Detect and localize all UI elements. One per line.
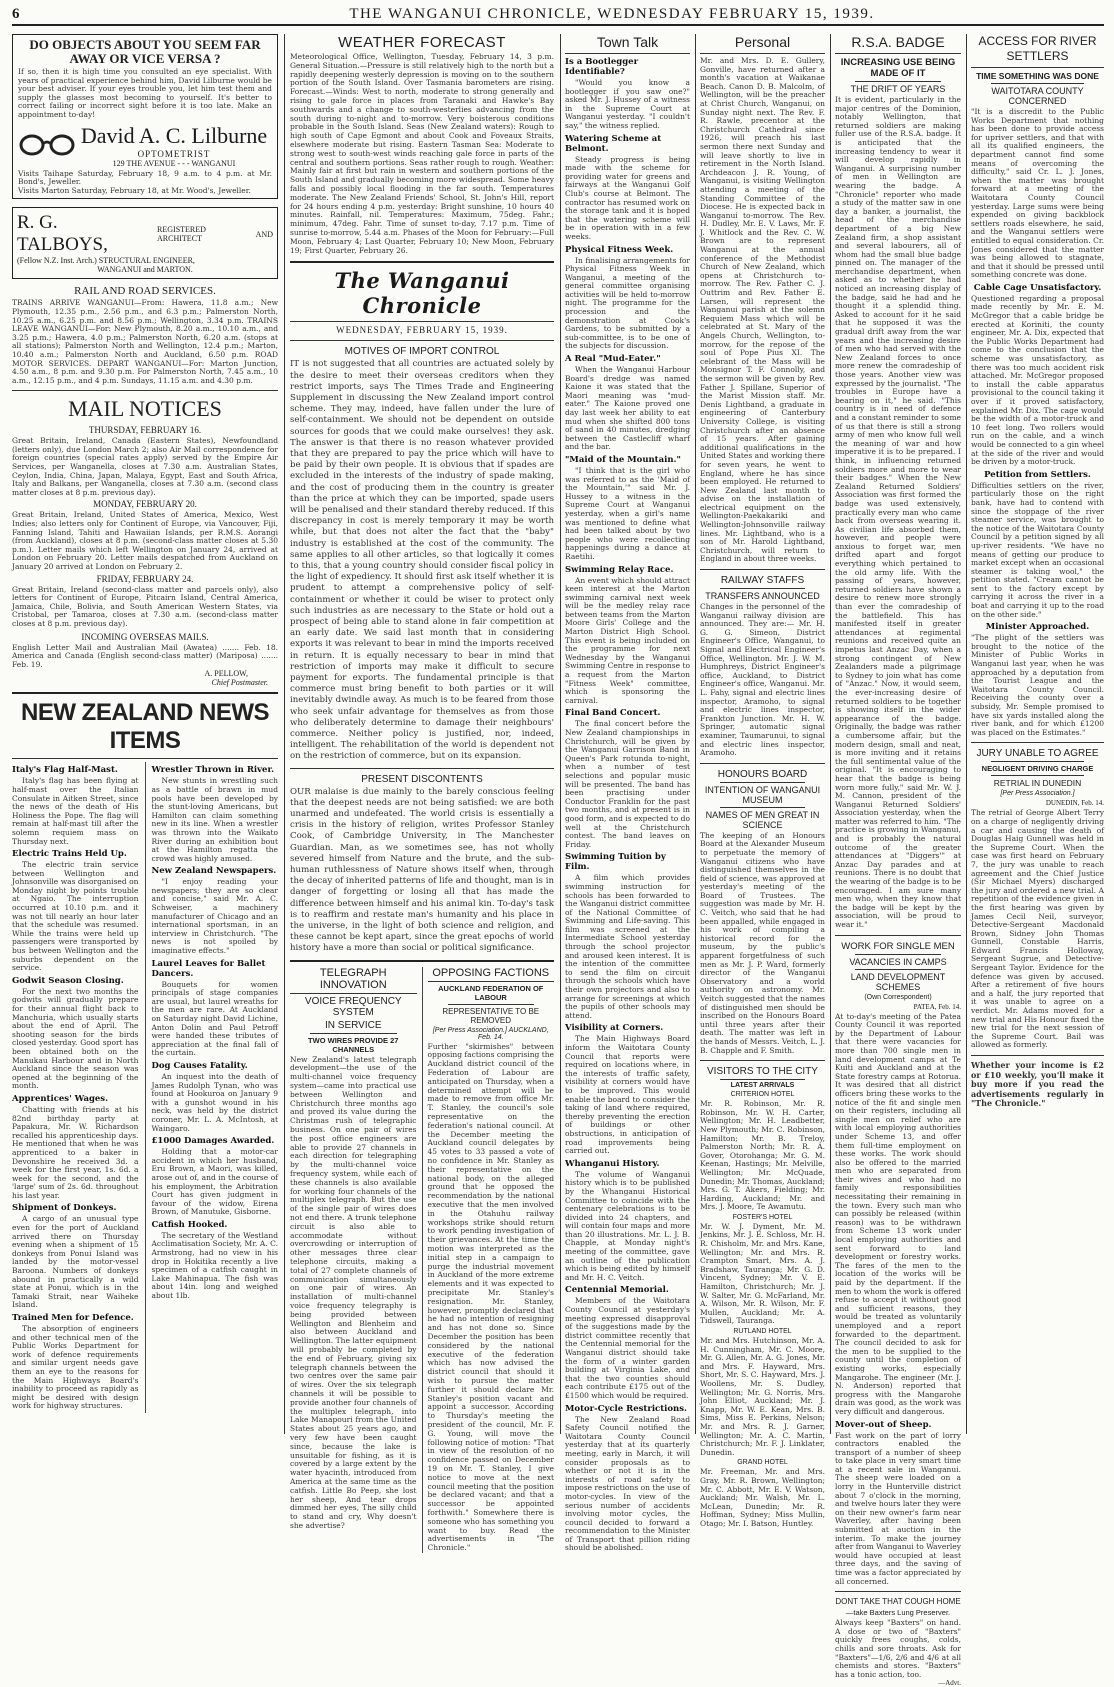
factions-sub-1: AUCKLAND FEDERATION OF LABOUR [438,983,544,1002]
grand-heading: GRAND HOTEL [737,1459,788,1467]
mail-day-1: THURSDAY, FEBRUARY 16. [88,425,202,436]
ad-headline: DO OBJECTS ABOUT YOU SEEM FAR [29,37,261,52]
item-body: The volume of Wanganui history which is to be published by the Whanganui Historical Committee to coincide with the centenary celebrations is to be divided into 24 chapters, and will contain four maps and more than 20 illustrations. Mr. L. J. B. Chapple, at Monday night's meeting of the committee, gave an outline of the publication which is being edited by himself and Mr. H. C. Veitch. [565,1169,690,1282]
foster-heading: FOSTER'S HOTEL [732,1213,793,1221]
weather-heading: WEATHER FORECAST [338,34,506,51]
access-body: "It is a discredit to the Public Works Department that nothing has been done to provide access for upriver settlers, and that with all its qualified engineers, the department cannot find some means of overcoming the difficulty," said Cr. L. J. Jones, when the matter was brought forward at a meeting of the Waitotara County Council yesterday. Large sums were being expended on giving backblock settlers roads elsewhere, he said, and the Wanganui settlers were entitled to equal consideration. Cr. Jones considered that the matter was being allowed to stagnate, and that it should be pressed until something concrete was done. [971,107,1104,280]
item-body: Members of the Waitotara County Council at yesterday's meeting expressed disapproval of the suggestions made by the district committee recently that the Centennial memorial for the Wanganui district should take the form of a winter garden building at Virginia Lake, and that the two counties should each contribute £175 out of the £1500 which would be required. [565,1296,690,1400]
honours-sub-1: INTENTION OF WANGANUI MUSEUM [704,784,821,805]
item-heading: Italy's Flag Half-Mast. [12,765,118,776]
telegraph-body: New Zealand's latest telegraph development—the use of the multi-channel voice frequency system—came into practical use between Wellington and Christchurch three months ago and proved its value during the Christmas rush of telegraphic business. On one pair of wires the post office engineers are able to provide 27 channels in each direction for telegraphing by the multi-channel voice frequency system, while each of these channels is also available for working four channels of the multiplex telegraph. But the use of the single pair of wires does not end there. A trunk telephone circuit is also able to accommodate without overcrowding or interruption of other messages three clear telephone circuits, making a total of 27 complete channels of communication simultaneously on one pair of wires. An installation of multi-channel voice frequency telegraphy is being provided between Wellington and Blenheim and also between Auckland and Wellington. The latter equipment will probably be completed by the end of February, giving six telegraph channels between the two centres over the same pair of wires. Over the six telegraph channels it will be possible to provide another four channels of the multiplex telegraph, into Lake Manapouri from the United States about 25 years ago, and very few have been caught since, because the lake is unsuitable for fishing, as it is covered by a large extent by the water hyacinth, introduced from America at the same time as the catfish. Little Bo Peep, she lost her sheep, And tear drops dimmed her eyes, The silly child to stand and cry, Why doesn't she advertise? [290,1054,417,1530]
criterion-body: Mr. R. Robinson, Mr. R. Robinson, Mr. W. H. Carter, Wellington; Mr. H. Leadbetter, New Plymouth; Mr. C. Robinson, Hamilton; Mr. B. Treloy, Palmerston North; Mr. R. A. Gover, Otorohanga; Mr. G. M. Keenan, Hastings; Mr. Melville, Wellington; Mr. McQuade, Dunedin; Mr. Thomas, Auckland; Mrs. G. T. Akers, Fielding; Mr. Harding, Auckland; Mr. and Mrs. J. Moore, Te Awamutu. [700,1099,825,1212]
ad-visits-taihape: Visits Taihape Saturday, February 18, 9 a.m. to 4 p.m. at Mr. Bond's, Jeweller. [18,168,272,187]
work-sub-3: (Own Correspondent) [864,993,932,1001]
column-rule [560,34,561,1434]
item-heading: Shipment of Donkeys. [12,1203,117,1214]
nz-news-right [152,762,279,1413]
jury-dateline: DUNEDIN, Feb. 14. [1045,799,1104,808]
ad-visits-marton: Visits Marton Saturday, February 18, at Mr. Wood's, Jeweller. [18,185,251,195]
column-rule [695,34,696,1434]
mail-day-2: MONDAY, FEBRUARY 20. [93,499,197,510]
column-5 [835,34,961,1687]
editorial-1-body: IT is not suggested that all countries are actuated solely by the desire to meet their overseas creditors when they restrict imports, says The Times Trade and Engineering Supplement in discussing the New Zealand import control scheme. They may, indeed, have fallen under the lure of self-containment. We should not be dependent on outside sources for goods that we could make ourselves! they ask. The answer is that there is no reason whatever provided that they are prepared to pay the price which will have to be paid by their own people. It is obvious that if spades are excluded in the interests of the industry of spade making, and the cost of producing them in the country is greater than the price at which they can be imported, spade users will be penalised and their standard thereby reduced. If this discrepancy in cost is merely temporary it may be worth while, but that does not alter the fact that the "baby" industry is established at the cost of the community. The same applies to all other articles, so that logically it comes to this, that a young country should consider fiscal policy in the light of expediency. It should first ask itself whether it is prudent to attempt a comprehensive policy of self-containment or whether it could be wiser to protect only such industries as are necessary to the State or hold out a prospect of being able to stand alone in fair competition at an early date. We said last month that in considering exports it was relevant to bear in mind the imports received in return. It is equally necessary to bear in mind that restriction of imports may make it difficult to secure payment for exports. The fundamental principle is that commerce must bring benefit to both parties or it will inevitably dwindle away. As much is to be feared from those who seek unfair advantage for themselves as from those who deliberately determine to damage their neighbours' commerce. Neither policy is justified, nor, indeed, intelligent. The rehabilitation of the world is dependent not on the restriction of commerce, but on its expansion. [290,359,554,762]
item-body: Chatting with friends at his 82nd birthday party at Papakura, Mr. W. Richardson recalled his apprenticeship days. He mentioned that when he was apprenticed to a baker in Devonshire he received 3d. a week for the first year, 1s. 6d. a week for the second, and the 'large' sum of 2s. 6d. throughout his last year. [12,1104,139,1200]
factions-body: Further "skirmishes" between opposing factions comprising the Auckland district council of the Federation of Labour are anticipated on Thursday, when a determined attempt will be made to remove from office Mr. T. Stanley, the council's sole representative on the federation's national council. At the December meeting the Auckland council delegates by 45 votes to 33 passed a vote of no confidence in Mr. Stanley as their representative on the national body, on the alleged ground that he opposed the recommendation by the national executive that the men involved in the Otahuhu railway workshops strike should return to work pending investigation of their grievances. At the time the motion was interpreted as the initial step in a campaign to purge the industrial movement in Auckland of the more extreme elements and it was expected to precipitate Mr. Stanley's resignation. Mr. Stanley, however, promptly declared that he had no intention of resigning and has not done so. Since December the position has been considered by the national executive of the federation which has now advised the district council that should it wish to pursue the matter further it should declare Mr. Stanley's position vacant and appoint a successor. According to Thursday's meeting the president of the council, Mr. F. G. Young, will move the following notice of motion: "That in view of the resolution of no confidence passed on December 19 on Mr. T. Stanley, I give notice to move at the next council meeting that the position be declared vacant; and that a successor be appointed forthwith." Somewhere there is someone who has something you want to buy. Read the advertisements in "The Chronicle." [427,1041,554,1553]
item-body: New stunts in wrestling such as a battle of brawn in mud pools have been developed by the stunt-loving Americans, but Hamilton can claim something new in its line. When a wrestler was thrown into the Waikato River during an exhibition bout at the Hamilton regatta the crowd was highly amused. [151,776,278,863]
talboys-advertisement [12,207,278,279]
minister-heading: Minister Approached. [985,622,1090,633]
page-number: 6 [12,6,20,22]
jury-sub-2: RETRIAL IN DUNEDIN [993,778,1082,789]
masthead-title: THE WANGANUI CHRONICLE, WEDNESDAY FEBRUARY 15, 1939. [349,6,875,22]
work-body: At to-day's meeting of the Patea County Council it was reported by the Department of Labour that there were vacancies for more than 700 single men in land development camps at Te Kuiti and Auckland and at the State forestry camps at Rotorua. It was desired that all district officers bring these works to the notice of the fit and single men on their registers, including all single men on relief who are with local employing authorities under Scheme 13, and offer them full-time employment on these works. The work should also be offered to the married men who are separated from their wives and who had no family responsibilities necessitating their remaining in the town. Every such man who can possibly be released (within reason) was to be withdrawn from Scheme 13 work under local employing authorities and sent forward to land development or forestry works. The fares of the men to the location of the works will be paid by the department. If the men to whom the work is offered refuse to accept it without good and sufficient reasons, they would be treated as voluntarily unemployed and a report forwarded to the department. The council decided to ask for the men to be supplied to the county until the completion of existing works, especially Mangarohe. The engineer (Mr. J. N. Anderson) reported that progress with the Mangarohe drain was good, as the work was very difficult and dangerous. [835,1011,961,1416]
petition-body: Difficulties settlers on the river, particularly those on the right bank, have had to contend with since the stoppage of the river steamer service, was brought to the notice of the Waitotara County Council by a petition signed by all up-river residents. "We have no means of getting our produce to market except when an occasional steamer is taking wool," the petition stated. "Cream cannot be sent to the factory except by carrying it across the river in a boat and carrying it up to the road on the other side." [971,480,1104,619]
optometrist-name: David A. C. Lilburne [80,122,268,148]
item-body: Holding that a motor-car accident in which her husband, Eru Brown, a Maori, was killed, arose out of, and in the course of his employment, the Arbitration Court has given judgment in favour of the widow, Eirena Brown, of Manutuke, Gisborne. [151,1147,278,1217]
factions-sub-3: [Per Press Association.] AUCKLAND, Feb. 14. [432,1026,549,1041]
ad-headline-2: AWAY OR VICE VERSA ? [69,51,221,66]
column-6 [971,34,1104,1434]
jury-heading: JURY UNABLE TO AGREE [976,748,1099,760]
ad-body: If so, then it is high time you consulted an eye specialist. With years of practical experience behind him, David Lilburne would be your best adviser. If your eyes trouble you, let him test them and supply the glasses most becoming to yourself. It's better to correct failing or incorrect sight before it is too late. Make an appointment to-day! [18,67,272,119]
item-body: Bouquets for women principals of stage companies are usual, but laurel wreaths for the men are rare. At Auckland on Saturday night David Lichine, Anton Dolin and Paul Petroff were handed these tributes of appreciation at the final fall of the curtain. [151,979,278,1058]
postmaster-title: Chief Postmaster. [211,678,268,688]
cough-advt: —Advt. [938,1679,961,1687]
lower-columns [290,967,554,1553]
personal-body: Mr. and Mrs. D. E. Gullery, Gonville, have returned after a month's vacation at Waikanae Beach. Canon D. B. Malcolm, of Wellington, will be the preacher at Christ Church, Wanganui, on Sunday night next. The Rev. F. R. Rawle, precentor at the Christchurch Cathedral since 1926, will preach his last sermon there next Sunday and will leave shortly to live in retirement in the North Island. Archdeacon J. R. Young, of Wanganui, is visiting Wellington attending a meeting of the Standing Committee of the Diocese. He is expected back in Wanganui to-morrow. The Rev. H. Dudley, Mr. E. V. Laws, Mr. F. J. Whitlock and the Rev. C. W. Brown are to represent Wanganui at the annual conference of the Methodist Church of New Zealand, which opens at Christchurch to-morrow. The Rev. Father C. J. Outtrim and Rev. Father E. Larsen, will represent the Wanganui parish at the solemn Requiem Mass which will be celebrated at St. Mary of the Angels Church, Wellington, to-morrow, for the repose of the soul of Pope Pius XI. The celebrant of the Mass will be Monsignor T. F. Connolly, and the sermon will be given by Rev. Father J. Spillane, Superior of the Marist Mission staff. Mr. Denis Lightband, a graduate in engineering of Canterbury University College, is visiting Christchurch after an absence of 15 years. After gaining additional qualifications in the United States and working there for seven years, he went to England, where he has since been employed. He returned to New Zealand last month to advise on the installation of electrical equipment on the Wellington-Paekakariki and Wellington-Johnsonville railway lines. Mr. Lightband, who is a son of Mr. Harold Lightband, Christchurch, will return to England in about three weeks. [700,56,825,564]
foster-body: Mr. W. J. Dyment, Mr. M. Jenkins, Mr. J. E. Schloss, Mr. H. R. Chisholm, Mr. and Mrs. Kane, Wellington; Mr. and Mrs. R. Crampton Smart, Mrs. A. J. Bradshaw, Tauranga; Mr. G. D. Vincent, Sydney; Mr. V. E. Hamilton, Christchurch; Mr. J. W. Salter, Mr. G. McFarland, Mr. A. Wilson, Mr. R. Wilson, Mr. F. Mullen, Auckland; Mr. A. Tidswell, Tauranga. [700,1221,825,1326]
jury-body: The retrial of George Albert Terry on a charge of negligently driving a car and causing the death of Douglas Haig Gunnell was held in the Supreme Court. When the case was first heard on February 7, the jury was unable to reach agreement and the Chief Justice (Sir Michael Myers) discharged the jury and ordered a new trial. A repetition of the evidence given in the first hearing was given by James Cecil Neil, surveyor, Detective-Sergeant Macdonald Brown, Sidney John Thomas Gunnell, Constable Harris, Edward Francis Holloway, Sergeant Sugrue, and Detective-Sergeant Taylor. Evidence for the defence was given by accused. After a retirement of five hours and a half, the jury reported that it was unable to agree on a verdict. Mr. Adams moved for a new trial and His Honour fixed the new trial for the next session of the Supreme Court. Bail was allowed as formerly. [971,808,1104,1050]
cough-body: Always keep "Baxters" on hand. A dose or two of "Baxters" quickly frees coughs, colds, chills and sore throats. Ask for "Baxters"—1/6, 2/6 and 4/6 at all chemists and stores. "Baxters" has a tonic action, too. [835,1618,961,1679]
postmaster-name: A. PELLOW, [204,669,248,679]
visitors-heading: VISITORS TO THE CITY [707,1066,818,1078]
architect-and: AND [255,229,273,239]
mail-body-3: Great Britain, Ireland (second-class matter and parcels only), also letters for Continent of Europe, Pitcairn Island, Central America, Jamaica, Chile, Bolivia, and South American Western States, via Cristobal, per Tamaroa, closes at 7.30 a.m. (second-class matter closes at 8 p.m. previous day). [12,584,278,628]
architect-name: R. G. TALBOYS, [17,212,108,256]
item-heading: Centennial Memorial. [565,1285,669,1296]
editorial-2-body: OUR malaise is due mainly to the barely conscious feeling that the deepest needs are not being satisfied: we are both unarmed and undefeated. The world crisis is essentially a crisis in the history of religion, writes Professor Stanley Cook, of Cambridge University, in The Manchester Guardian. Man, as we sometimes see, has not wholly severed himself from Nature and the brute, and the sub-human ruthlessness of Nature shows itself when, through the decay of inherited patterns of life and thought, man is in danger of forgetting or losing all that has made the difference between himself and his animal kin. To-day's task is to reaffirm and restate man's humanity and his place in the universe, in the light of both science and religion, and these cannot be kept apart, since the great epochs of world history have a more than social or political significance. [290,786,554,954]
nz-news-columns [12,762,278,1413]
rsa-heading: R.S.A. BADGE [851,34,945,50]
visitors-latest: LATEST ARRIVALS [730,1082,795,1090]
rail-heading: RAIL AND ROAD SERVICES. [74,285,216,298]
honours-heading: HONOURS BOARD [717,768,808,780]
architect-title: REGISTERED ARCHITECT [157,225,206,244]
item-body: The secretary of the Westland Acclimatisation Society, Mr. A. C. Armstrong, had no view in his drop in Hokitika recently a live specimen of a catfish caught in Lake Mahinapua. The fish was about 14in. long and weighed about 1lb. [151,1230,278,1301]
telegraph-article [290,967,417,1553]
item-heading: A Real "Mud-Eater." [565,354,661,365]
telegraph-heading: TELEGRAPH INNOVATION [319,966,387,991]
item-heading: Wrestler Thrown in River. [151,765,275,776]
column-2 [290,34,554,1553]
item-body: For the next two months the godwits will gradually prepare for their annual flight back to Manchuria, which usually starts about the end of April. The shooting season for the birds closed yesterday. Good sport has been obtained both on the Manukau Harbour and in North Auckland since the season was opened at the beginning of the month. [12,986,139,1091]
work-sub-2: LAND DEVELOPMENT SCHEMES [850,971,946,992]
incoming-mails-body: English Letter Mail and Australian Mail (Awatea) ....... Feb. 18. America and Canada (English second-class matter) (Mariposa) ....... Feb. 19. [12,642,278,669]
item-body: The electric train service between Wellington and Johnsonville was disorganised on Monday night by points trouble at Ngaio. The interruption occurred at 10.10 p.m. and it was not till nearly an hour later that the schedule was resumed. While the trains were held up passengers were transported by bus between Wellington and the suburbs dependent on the service. [12,860,139,973]
item-body: "I enjoy reading your newspapers; they are so clear and concise," said Mr. A. C. Schweiser, a machinery manufacturer of Chicago and an international sportsman, in an interview in Christchurch. "The news is not spoiled by imaginative effects." [151,877,278,956]
item-heading: £1000 Damages Awarded. [151,1136,275,1147]
editorial-2-heading: PRESENT DISCONTENTS [361,773,483,785]
item-heading: Dog Causes Fatality. [151,1060,248,1071]
item-body: An event which should attract keen interest at the Marton swimming carnival next week will be the medley relay race between teams from the Marton Moore Girls' College and the Marton District High School. This event is being included on the programme for next Wednesday by the Wanganui Swimming Centre in response to a request from the Marton "Fitness Week" committee, which is sponsoring the carnival. [565,575,690,705]
item-body: A cargo of an unusual type even for the port of Auckland arrived there on Thursday evening when a shipment of 15 donkeys from Ponui Island was landed by the motor-vessel Baroona. Numbers of donkeys abound in practically a wild state at Ponui, which is in the Tamaki Strait, near Waiheke Island. [12,1214,139,1310]
criterion-heading: CRITERION HOTEL [730,1091,795,1099]
editorial-1-heading: MOTIVES OF IMPORT CONTROL [344,346,500,358]
jury-sub-3: [Per Press Association.] [1000,790,1075,798]
item-heading: Laurel Leaves for Ballet Dancers. [151,958,266,979]
item-body: The New Zealand Road Safety Council notified the Waitotara County Council yesterday that at its quarterly meeting, early in March, it will consider proposals as to whether or not it is in the interests of road safety to impose restrictions on the use of motor-cycles. In view of the serious number of accidents involving motor cycles, the council decided to forward a recommendation to the Minister of Transport that pillion riding should be abolished. [565,1414,690,1553]
access-sub-2: WAITOTARA COUNTY CONCERNED [991,86,1084,106]
mover-body: Fast work on the part of lorry contractors enabled the transport of a number of sheep to take place in very smart time at a recent sale in Wanganui. The sheep were loaded on a lorry in the Hunterville district about 7 o'clock in the morning, and twelve hours later they were on their new owner's farm near Waverley, after having been submitted at auction in the interim. To make the journey after from Wanganui to Waverley would have occupied at least three days, and the saving of time was a factor appreciated by all concerned. [835,1430,961,1586]
town-talk-heading: Town Talk [596,34,659,50]
rutland-body: Mr. and Mrs. Hutchinson, Mr. A. H. Cunningham, Mr. C. Moore, Mr. G. Allen, Mr. A. G. Jones, Mr. and Mrs. F. Hayward, Mrs. Short, Mr. S. C. Hayward, Mrs. J. Woollens, Mr. S. Dudley, Wellington; Mr. G. Norris, Mrs. John Elliot, Auckland; Mr. J. Knapp, Mr. W. E. Kean, Mrs. B. Sims, Miss E. Perkins, Nelson; Mr. and Mrs. R. J. Garner, Wellington; Mr. A. C. Martin, Christchurch; Mr. F. J. Linklater, Dunedin. [700,1336,825,1457]
access-heading: ACCESS FOR RIVER SETTLERS [978,34,1097,63]
item-body: An inquest into the death of James Rudolph Tynan, who was found at Hookuroa on January 9 with a gunshot wound in his neck, was held by the district coroner, Mr. L. A. McIntosh, at Waingaro. [151,1071,278,1133]
item-body: Steady progress is being made with the scheme for providing water for greens and fairways at the Wanganui Golf Club's course at Belmont. The contractor has resumed work on the storage tank and it is hoped that the watering scheme will be in operation with in a few weeks. [565,154,690,241]
honours-sub-2: NAMES OF MEN GREAT IN SCIENCE [705,809,820,830]
access-sub-1: TIME SOMETHING WAS DONE [976,71,1099,81]
weather-body: Meteorological Office, Wellington, Tuesday, February 14, 3 p.m. General Situation.—Pressure is still relatively high to the north but a rapidly deepening westerly depression is moving on to the southern portion of the South Island. Over Tasmania barometers are rising. Forecast.—Winds: West to north, moderate to strong generally and rising to gale force in places from Taranaki and Hawke's Bay southwards and a change to south-westerlies advancing from the south during to-night and to-morrow. Very boisterous conditions probable in the South Island. Seas (New Zealand waters): Rough to high south of Cape Egmont and about Cook and Foveaux Straits, elsewhere moderate but rising. Eastern Tasman Sea: Moderate to strong west to south-west winds reaching gale force in parts of the central and southern portions. Seas rather rough to rough. Weather: Mainly fair at first but rain in western and southern portions of the South Island and gradually becoming more widespread. Some heavy falls and possibly local flooding in the far south. Temperatures moderate. The New Zealand Friends' School, St. John's Hill, report for 24 hours ending 4 p.m. yesterday: Bright sunshine, 10 hours 40 minutes. Rainfall, nil. Temperatures: Maximum, 75deg. Fahr.; minimum, 47deg. Fahr. Time of sunset to-day, 7.17 p.m. Time of sunrise to-morrow, 5.44 a.m. Phases of the Moon for February:—Full Moon, February 4; Last Quarter, February 10; New Moon, February 19; First Quarter, February 26. [290,52,554,255]
nz-news-left [12,762,139,1413]
rsa-sub-2: THE DRIFT OF YEARS [850,84,946,94]
telegraph-sub-1: VOICE FREQUENCY SYSTEM [304,995,402,1018]
optometrist-address: 129 THE AVENUE - - - WANGANUI [112,158,236,168]
work-heading: WORK FOR SINGLE MEN [841,940,955,952]
cable-heading: Cable Cage Unsatisfactory. [973,282,1102,293]
railway-body: Changes in the personnel of the Wanganui railway division are announced. They are:— Mr. H. G. G. Simeon, District Engineer's Office, Wanganui, to Signal and Electrical Engineer's Office, Wellington. Mr. J. W. M. Humphreys, District Engineer's office, Auckland, to District Engineer's office, Wanganui. Mr. L. Fahy, signal and electric lines inspector, Aramoho, to signal and electric lines inspector, Frankton Junction. Mr. H. W. Springer, automatic signal examiner, Taumarunui, to signal and electric lines inspector, Aramoho. [700,602,825,758]
cough-heading: DONT TAKE THAT COUGH HOME [835,1597,961,1607]
factions-sub-2: REPRESENTATIVE TO BE REMOVED [442,1006,540,1025]
personal-heading: Personal [734,34,791,50]
incoming-mails-heading: INCOMING OVERSEAS MAILS. [81,631,209,642]
item-heading: Physical Fitness Week. [565,244,674,255]
item-body: The Main Highways Board inform the Waitotara County Council that reports were required on locations where, in the interests of traffic safety, visibility at corners would have to be improved. This would enable the board to consider the taking of land where required, thereby preventing the erection of buildings or other obstructions, in anticipation of road improvements being carried out. [565,1034,690,1156]
chronicle-date: WEDNESDAY, FEBRUARY 15, 1939. [336,325,508,336]
railway-heading: RAILWAY STAFFS [720,575,805,587]
architect-line-3: WANGANUI and MARTON. [97,265,193,275]
rutland-heading: RUTLAND HOTEL [733,1328,792,1335]
column-4 [700,34,825,1528]
factions-heading: OPPOSING FACTIONS [432,966,550,979]
mover-heading: Mover-out of Sheep. [835,1419,932,1430]
town-talk-items [565,57,690,1553]
nz-news-heading: NEW ZEALAND NEWS ITEMS [21,699,269,755]
factions-article [428,967,555,1553]
item-body: The absorption of engineers and other technical men of the Public Works Department for work of defence requirements and similar urgent needs gave them an eye to the reasons for the Main Highways Board's inability to proceed as rapidly as might be desired with design work for highway structures. [12,1324,139,1411]
rsa-sub: INCREASING USE BEING MADE OF IT [840,57,956,79]
jury-sub-1: NEGLIGENT DRIVING CHARGE [981,764,1094,774]
chronicle-title: The Wanganui Chronicle [334,268,510,319]
spectacles-icon [18,133,76,157]
work-sub-1: VACANCIES IN CAMPS [849,956,947,967]
column-3 [565,34,690,1553]
item-body: A film which provides swimming instruction for schools has been forwarded to the Wanganui district committee of the National Committee of Swimming and Life-saving. This film was screened at the Intermediate School yesterday through the school projector and aroused keen interest. It is the intention of the committee to send the film on circuit through the schools which have their own projectors and also to arrange for screenings at which the pupils of other schools may attend. [565,873,690,1020]
work-dateline: PATEA, Feb. 14. [913,1002,961,1011]
mail-body-2: Great Britain, Ireland, United States of America, Mexico, West Indies; also letters only for Continent of Europe, via Vancouver, Fiji, Fanning Island, Tahiti and Hawaiian Islands, per R.M.S. Aorangi (from Auckland), closes at 8 p.m. (second-class matter closes at 5.30 p.m.). Letter mails which left Wellington on January 24, arrived at London on February 20. Letter mails despatched from Auckland on January 20 arrived at London on February 2. [12,510,278,571]
rail-body: TRAINS ARRIVE WANGANUI—From: Hawera, 11.8 a.m.; New Plymouth, 12.35 p.m., 2.56 p.m., and 6.3 p.m.; Palmerston North, 10.25 a.m., 6.25 p.m. and 8.56 p.m.; Wellington, 3.34 p.m. TRAINS LEAVE WANGANUI—For: New Plymouth, 8.20 a.m., 10.10 a.m., and 3.25 p.m.; Hawera, 4.0 p.m.; Palmerston North, 6.20 a.m. (stops at all stations); Palmerston North and Wellington, 12.4 p.m.; Marton, 10.40 a.m.; Palmerston North and Auckland, 6.50 p.m. ROAD MOTOR SERVICES. DEPART WANGANUI—For: Marton Junction, 4.50 a.m., 8 p.m. and 9.30 p.m. For Palmerston North, 7.45 a.m., 10 a.m., 12.15 p.m., and 4 p.m. Sundays, 11.15 a.m. and 4.30 p.m. [12,298,278,385]
column-1 [12,34,278,1434]
grand-body: Mr. Freeman, Mr. and Mrs. Gray, Mr. R. Brown, Wellington; Mr. C. Abbott, Mr. E. V. Watson, Auckland; Mr. Walsh, Mr. L. McLean, Dunedin; Mr. R. Hoffman, Sydney; Miss Mullin, Otago; Mr. I. Batson, Huntley. [700,1467,825,1528]
item-heading: Watering Scheme at Belmont. [565,133,662,154]
petition-heading: Petition from Settlers. [984,469,1091,480]
item-heading: Swimming Tuition by Film. [565,852,666,873]
item-heading: Whanganui History. [565,1158,660,1169]
mail-day-3: FRIDAY, FEBRUARY 24. [96,573,194,584]
column-rule [966,34,967,1434]
column-rule [284,34,285,1434]
item-body: In finalising arrangements for Physical Fitness Week in Wanganui, a meeting of the general committee organising activities will be held to-morrow night. The programme for the procession and the demonstration at Cook's Gardens, to be submitted by a sub-committee, is to be one of the subjects for discussion. [565,255,690,351]
item-heading: Swimming Relay Race. [565,564,674,575]
telegraph-sub-3: TWO WIRES PROVIDE 27 CHANNELS [308,1035,399,1054]
item-heading: Trained Men for Defence. [12,1313,134,1323]
item-heading: Is a Bootlegger Identifiable? [565,57,639,77]
railway-sub: TRANSFERS ANNOUNCED [705,591,820,602]
item-heading: Catfish Hooked. [151,1219,228,1230]
cable-body: Questioned regarding a proposal made recently by Mr. E. M. McGregor that a cable bridge be erected at Koriniti, the county engineer, Mr. A. Dix, expected that the Public Works Department had come to the conclusion that the scheme was unsatisfactory, as there was too much accident risk attached. Mr. McGregor proposed to install the cable apparatus provisional to the council taking it over if it proved satisfactory, explained Mr. Dix. The cage would be the width of a motor-truck and 10 feet long. Two rollers would run on the cable, and a winch would be connected to a gin wheel at the side of the river and would be driven by a motor-truck. [971,293,1104,467]
item-body: The final concert before the New Zealand championships in Christchurch, will be given by the Wanganui Garrison Band in Queen's Park rotunda to-night, when a number of test selections and popular music will be presented. The band has been practising under Conductor Franklin for the past two months, and at present is in good form, and is expected to do well at the Christchurch contest. The band leaves on Friday. [565,719,690,849]
footer-advert: Whether your income is £2 or £10 weekly, you'll make it buy more if you read the advertisements regularly in "The Chronicle." [971,1060,1104,1108]
column-rule [830,34,831,1434]
item-heading: Visibility at Corners. [565,1023,664,1034]
item-heading: New Zealand Newspapers. [151,866,277,877]
telegraph-sub-2: IN SERVICE [325,1019,382,1031]
item-heading: Apprentices' Wages. [12,1093,109,1104]
item-heading: "Maid of the Mountain." [565,454,681,465]
eyes-advertisement [12,34,278,199]
item-heading: Godwit Season Closing. [12,975,124,986]
item-heading: Electric Trains Held Up. [12,849,127,860]
mail-body-1: Great Britain, Ireland, Canada (Eastern States), Newfoundland (letters only), due London March 2; also Air Mail correspondence for foreign countries (special rates apply) served by the Empire Air Services, per Wanganella, closes at 7.30 a.m. Australian States, Ceylon, India, China, Japan, Malaya, Egypt, East and South Africa, Italy and Balkans, per Wanganella, closes at 7.30 a.m. (second class matter closes at 8 p.m. previous day). [12,436,278,497]
item-body: "Would you know a bootlegger if you saw one?" asked Mr. J. Hussey of a witness in the Supreme Court at Wanganui yesterday. "I couldn't say," the witness replied. [565,78,690,130]
mail-heading: MAIL NOTICES [68,396,222,422]
item-body: Italy's flag has been flying at half-mast over the Italian Consulate in Aitken Street, since the news of the death of His Holiness the Pope. The flag will remain at half-mast till after the solemn requiem mass on Thursday next. [12,776,139,846]
item-body: "I think that is the girl who was referred to as the 'Maid of the Mountain,'" said Mr. J. Hussey to a witness in the Supreme Court at Wanganui yesterday, when a girl's name was mentioned to define what had been talked about by two people who were recollecting happenings during a dance at Raetihi. [565,465,690,561]
cough-sub: —take Baxters Lung Preserver. [845,1608,951,1618]
optometrist-role: OPTOMETRIST [137,148,211,159]
item-heading: Motor-Cycle Restrictions. [565,1403,687,1414]
item-body: When the Wanganui Harbour Board's dredge was named Kaione it was stated that the Maori meaning was "mud-eater." The Kaione proved one day last week her ability to eat mud when she shifted 800 tons of sand in 40 minutes, dredging between the Castlecliff wharf and the bar. [565,365,690,452]
architect-line-2: (Fellow N.Z. Inst. Arch.) STRUCTURAL ENGINEER, [17,256,195,266]
minister-body: "The plight of the settlers was brought to the notice of the Minister of Public Works in Wanganui last year, when he was approached by a deputation from the Tourist League and the Waitotara County Council. Receiving the county over a subsidy, Mr. Semple promised to have six yards installed along the river bank, and for which £1200 was placed on the Estimates." [971,633,1104,737]
rsa-body: It is evident, particularly in the major centres of the Dominion, notably Wellington, that returned soldiers are making fuller use of the R.S.A. badge. It is anticipated that the increasing tendency to wear it will develop rapidly in Wanganui. A surprising number of men in Wellington are wearing the badge. A "Chronicle" reporter who made a study of the matter saw in one day a banker, a journalist, the head of the merchandise department of a big New Zealand firm, a shop assistant and several labourers, all of whom had the small blue badge pinned on. The manager of the merchandise department, when asked as to whether he had noticed an increasing display of the badge, said he had and he thought it a splendid thing. Asked to account for it he said that he supposed it was the gradual drift away from the war years and the increasing desire of men who had served with the New Zealand forces to once more renew the comradeship of those years. Another view was expressed by the journalist. "The troubles in Europe have a bearing on it," he said. "This country is in need of defence and a constant reminder to some of us that there is still a strong army of men who know full well the meaning of war and how imperative it is to be prepared. I think, in influencing returned soldiers more and more to wear their badges." When the New Zealand Returned Soldiers' Association was first formed the badge was used extensively, practically every man who came back from overseas wearing it. As civilian life absorbed them, however, and people were anxious to forget war, men drifted apart and forgot everything which pertained to the old army life. With the passing of years, however, returned soldiers have shown a desire to renew more strongly than ever the comradeship of the battlefield. This has manifested itself in greater attendances at regimental reunions and received quite an impetus last Anzac Day, when a strong contingent of New Zealanders made a pilgrimage to Sydney to join what has come of "Anzac." Now, it would seem, the ever-increasing desire of returned soldiers to be together is showing itself in the wider appearance of the badge. Originally, the badge was rather a cumbersome affair, but the modern design, small and neat, is more inviting and it retains the full sentimental value of the original. "It is encouraging to hear that the badge is being worn more fully," said Mr. W. J. M. Cannon, president of the Wanganui Returned Soldiers' Association yesterday, when the matter was referred to him. "The practice is growing in Wanganui, and is probably the natural outcome of the greater attendances at "Diggers'" at Anzac Day parades and at reunions. There is no doubt that the wearing of the badge is to be encouraged. I am sure many men who, when they know that the badge will be kept by the association, will be proud to wear it." [835,95,961,929]
item-heading: Final Band Concert. [565,708,661,719]
honours-body: The keeping of an Honours Board at the Alexander Museum to perpetuate the memory of Wanganui citizens who have distinguished themselves in the field of science, was approved at yesterday's meeting of the Board of Trustees. The suggestion was made by Mr. H. C. Veitch, who said that he had been appalled, while engaged in his work of compiling a historical record for the museum, by the public's apparent forgetfulness of such men as Mr. J. P. Ward, formerly director of the Wanganui Observatory and a world authority on astronomy. Mr. Veitch suggested that the names of distinguished men should be inscribed on the Honours Board until three years after their death. The matter was left in the hands of Messrs. Veitch, L. J. B. Chapple and F. Smith. [700,830,825,1055]
masthead [12,6,1104,26]
